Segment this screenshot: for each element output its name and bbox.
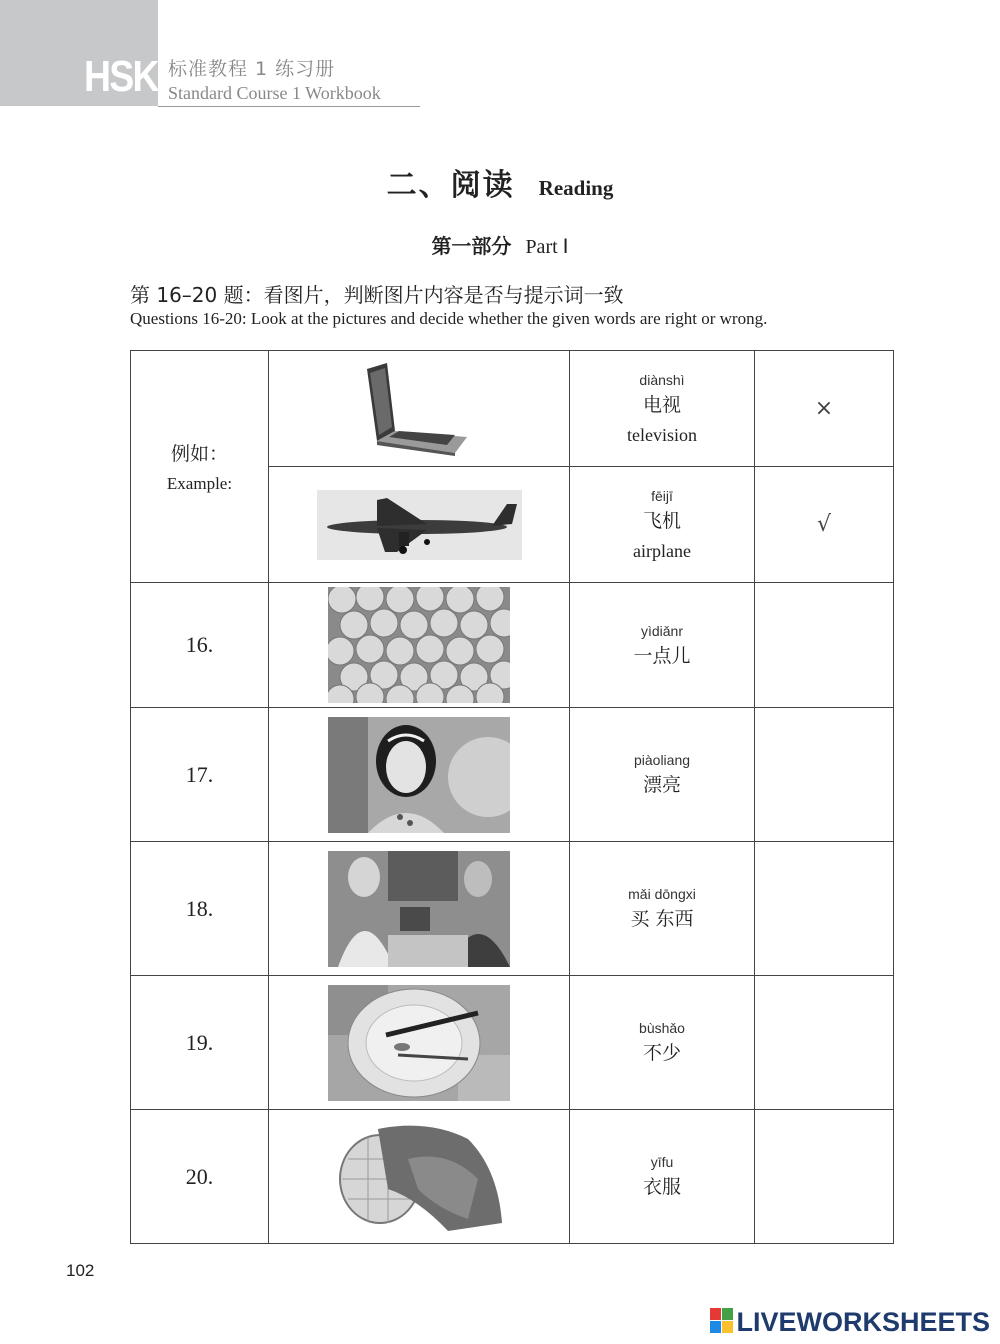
question-number: 16. — [131, 583, 269, 708]
example-row — [131, 351, 894, 467]
pinyin: piàoliang — [633, 752, 691, 768]
clothes-basket-picture — [328, 1119, 510, 1235]
picture-cell — [269, 467, 570, 583]
example-label-cell — [131, 351, 269, 583]
course-title-cn: 标准教程 1 练习册 — [168, 58, 336, 80]
picture-cell — [269, 351, 570, 467]
question-row — [131, 708, 894, 842]
question-number: 20. — [131, 1110, 269, 1244]
instructions-cn: 第 16–20 题：看图片，判断图片内容是否与提示词一致 — [130, 283, 624, 307]
part-title-cn: 第一部分 — [431, 234, 512, 258]
shopping-picture — [328, 851, 510, 967]
question-number: 19. — [131, 976, 269, 1110]
answer-cell[interactable] — [755, 842, 894, 976]
picture-cell — [269, 1110, 570, 1244]
instructions-en: Questions 16-20: Look at the pictures and decide whether the given words are right or wrong. — [130, 309, 768, 328]
hanzi: 不少 — [642, 1042, 681, 1064]
part-title — [0, 230, 1000, 259]
hanzi: 一点儿 — [633, 644, 691, 667]
hanzi: 飞机 — [642, 509, 681, 532]
picture-cell — [269, 976, 570, 1110]
pinyin: bùshǎo — [639, 1020, 685, 1036]
section-title-cn: 二、阅读 — [386, 168, 515, 203]
exercise-table — [130, 350, 894, 1244]
picture-cell — [269, 583, 570, 708]
hanzi: 衣服 — [642, 1176, 681, 1198]
pinyin: yìdiǎnr — [640, 622, 684, 639]
pinyin: yīfu — [650, 1154, 674, 1170]
word-cell — [570, 708, 755, 842]
empty-plate-picture — [328, 985, 510, 1101]
part-title-en: Part Ⅰ — [525, 236, 569, 258]
wrong-mark: × — [755, 351, 894, 467]
question-number: 17. — [131, 708, 269, 842]
page-number: 102 — [66, 1261, 95, 1280]
section-title-en: Reading — [538, 176, 614, 200]
question-row — [131, 842, 894, 976]
question-row — [131, 976, 894, 1110]
course-title-en: Standard Course 1 Workbook — [168, 83, 381, 103]
word-cell — [570, 842, 755, 976]
word-cell — [570, 583, 755, 708]
pinyin: fēijī — [651, 487, 673, 504]
word-cell — [570, 976, 755, 1110]
hanzi: 买 东西 — [630, 908, 694, 930]
hsk-logo: HSK — [84, 52, 158, 101]
answer-cell[interactable] — [755, 1110, 894, 1244]
brand-text: LIVEWORKSHEETS — [736, 1307, 990, 1337]
answer-cell[interactable] — [755, 976, 894, 1110]
liveworksheets-brand — [710, 1307, 990, 1338]
question-row — [131, 1110, 894, 1244]
section-title — [0, 160, 1000, 204]
word-cell — [570, 351, 755, 467]
airplane-picture — [317, 490, 522, 560]
meaning: television — [627, 424, 697, 445]
pinyin: diànshì — [639, 371, 685, 388]
picture-cell — [269, 708, 570, 842]
hanzi: 漂亮 — [642, 774, 681, 796]
smiling-woman-picture — [328, 717, 510, 833]
answer-cell[interactable] — [755, 708, 894, 842]
liveworksheets-logo-icon — [710, 1308, 734, 1334]
question-number: 18. — [131, 842, 269, 976]
picture-cell — [269, 842, 570, 976]
question-row — [131, 583, 894, 708]
apples-picture — [328, 587, 510, 703]
answer-cell[interactable] — [755, 583, 894, 708]
word-cell — [570, 1110, 755, 1244]
example-label-cn: 例如： — [170, 443, 228, 465]
meaning: airplane — [633, 540, 691, 561]
pinyin: mǎi dōngxi — [628, 886, 696, 902]
correct-mark: √ — [755, 467, 894, 583]
laptop-picture — [359, 361, 479, 457]
word-cell — [570, 467, 755, 583]
example-label-en: Example: — [166, 474, 233, 493]
hanzi: 电视 — [642, 393, 681, 416]
header-rule — [158, 106, 420, 107]
